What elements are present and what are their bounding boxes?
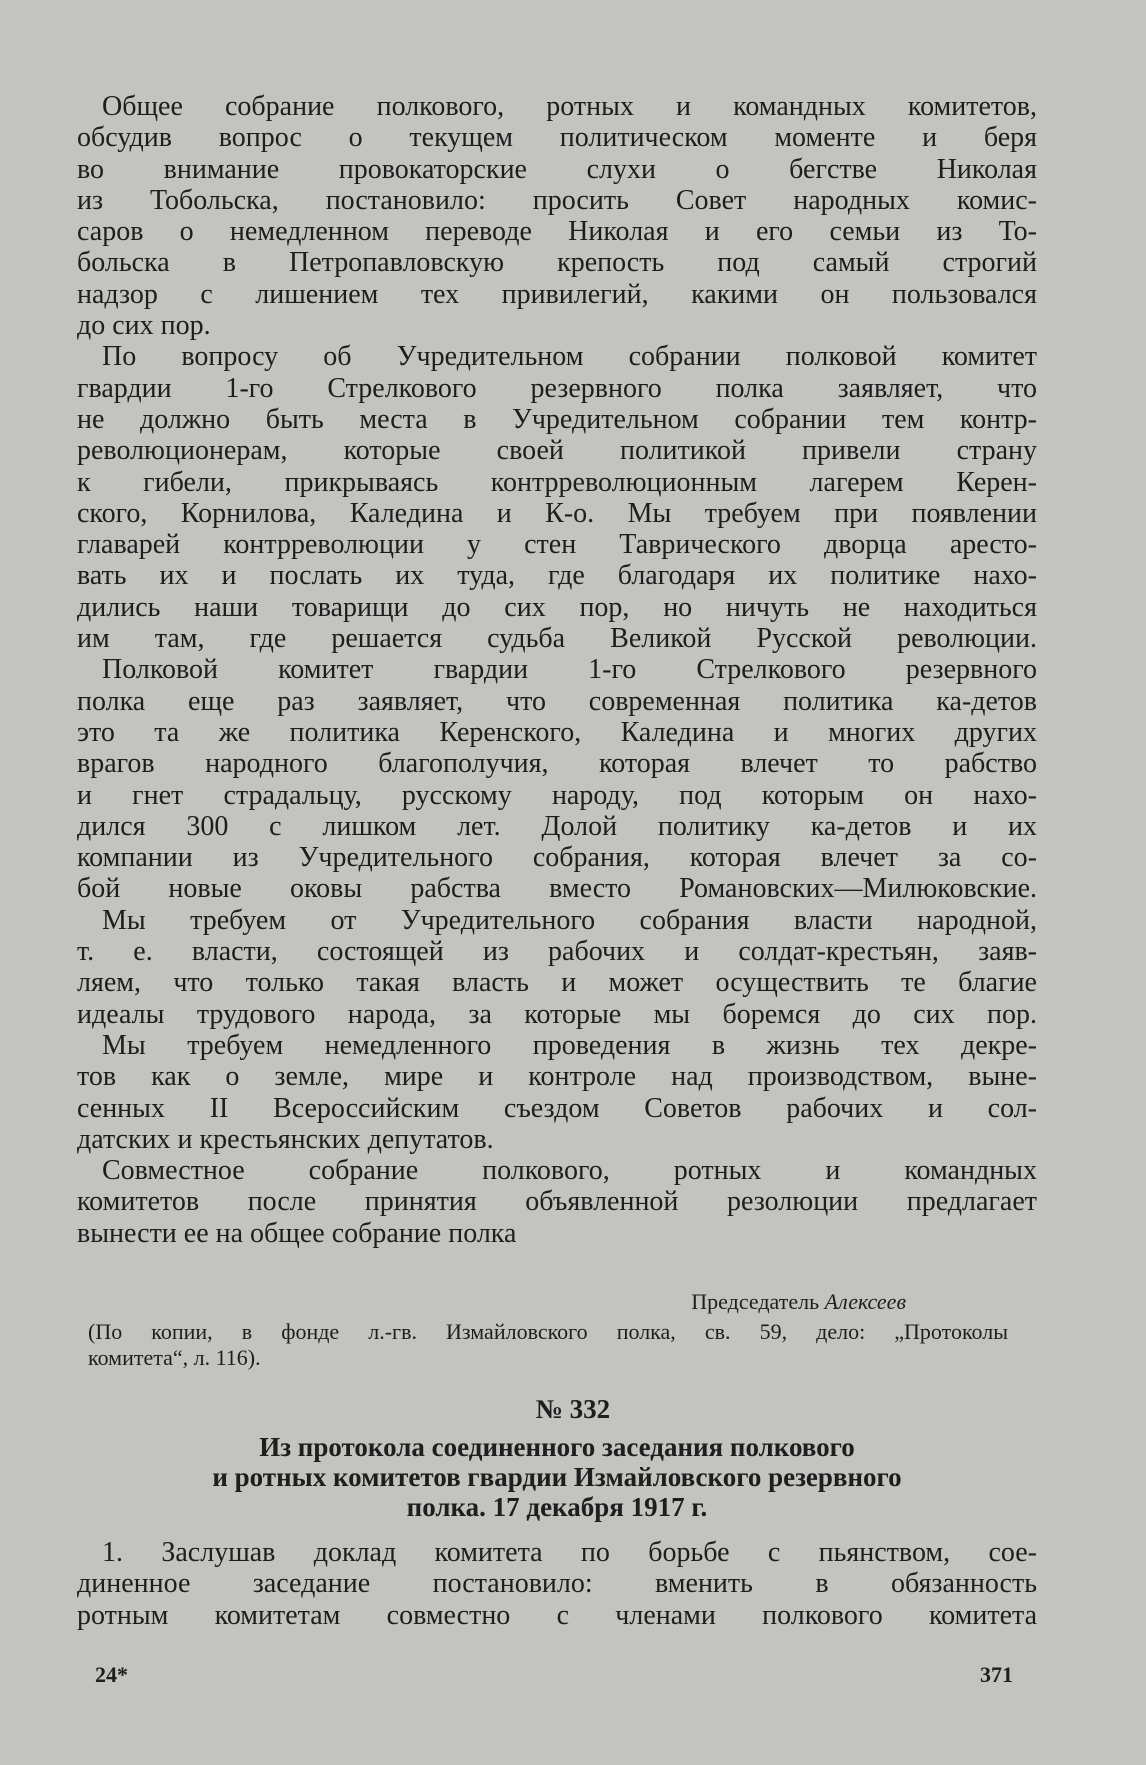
text-line: дились наши товарищи до сих пор, но ничуть не находиться <box>77 591 1037 623</box>
heading-line: и ротных комитетов гвардии Измайловского резервного <box>212 1462 902 1492</box>
text-line: ляем, что только такая власть и может осуществить те благие <box>77 967 1037 999</box>
heading-line: полка. 17 декабря 1917 г. <box>406 1492 708 1522</box>
text-line: революционерам, которые своей политикой привели страну <box>77 435 1037 467</box>
text-line: комитетов после принятия объявленной резолюции предлагает <box>77 1186 1037 1218</box>
text-line: вынести ее на общее собрание полка <box>77 1217 517 1249</box>
paragraph <box>77 91 1037 341</box>
text-line: т. е. власти, состоящей из рабочих и солдат-крестьян, заяв- <box>77 936 1037 968</box>
text-line: ского, Корнилова, Каледина и К-о. Мы требуем при появлении <box>77 497 1037 529</box>
text-line: обсудив вопрос о текущем политическом моменте и беря <box>77 122 1037 154</box>
signature <box>0 1289 906 1315</box>
text-line: вать их и послать их туда, где благодаря их политике нахо- <box>77 560 1037 592</box>
text-line: Полковой комитет гвардии 1-го Стрелкового резервного <box>102 654 1037 686</box>
signature-title: Председатель <box>691 1289 820 1314</box>
text-line: не должно быть места в Учредительном собрании тем контр- <box>77 403 1037 435</box>
text-line: диненное заседание постановило: вменить в обязанность <box>77 1568 1037 1600</box>
paragraph <box>77 1155 1037 1249</box>
section-paragraph <box>77 1537 1037 1631</box>
text-line: Совместное собрание полкового, ротных и командных <box>102 1155 1037 1187</box>
text-line: и гнет страдальцу, русскому народу, под которым он нахо- <box>77 779 1037 811</box>
text-line: сенных II Всероссийским съездом Советов рабочих и сол- <box>77 1092 1037 1124</box>
text-line: главарей контрреволюции у стен Таврического дворца аресто- <box>77 529 1037 561</box>
text-line: Мы требуем немедленного проведения в жизнь тех декре- <box>102 1029 1037 1061</box>
page-number: 371 <box>980 1662 1013 1687</box>
paragraph <box>77 654 1037 904</box>
text-line: гвардии 1-го Стрелкового резервного полка заявляет, что <box>77 372 1037 404</box>
text-line: это та же политика Керенского, Каледина и многих других <box>77 716 1037 748</box>
text-line: во внимание провокаторские слухи о бегстве Николая <box>77 153 1037 185</box>
text-line: 1. Заслушав доклад комитета по борьбе с пьянством, сое- <box>102 1537 1037 1568</box>
paragraph <box>77 1030 1037 1155</box>
text-line: к гибели, прикрываясь контрреволюционным лагерем Керен- <box>77 466 1037 498</box>
text-line: идеалы трудового народа, за которые мы боремся до сих пор. <box>77 998 1037 1030</box>
text-line: надзор с лишением тех привилегий, какими он пользовался <box>77 278 1037 310</box>
text-line: саров о немедленном переводе Николая и его семьи из То- <box>77 216 1037 248</box>
text-line: ротным комитетам совместно с членами полкового комитета <box>77 1599 1037 1631</box>
text-line: датских и крестьянских депутатов. <box>77 1123 494 1155</box>
text-line: Общее собрание полкового, ротных и командных комитетов, <box>102 91 1037 122</box>
text-line: из Тобольска, постановило: просить Совет народных комис- <box>77 184 1037 216</box>
document-heading <box>77 1432 1037 1522</box>
text-line: (По копии, в фонде л.-гв. Измайловского полка, св. 59, дело: „Протоколы <box>88 1319 1008 1344</box>
paragraph <box>77 905 1037 1030</box>
heading-line: Из протокола соединенного заседания полкового <box>259 1432 855 1462</box>
text-line: По вопросу об Учредительном собрании полковой комитет <box>102 341 1037 373</box>
text-line: дился 300 с лишком лет. Долой политику ка-детов и их <box>77 810 1037 842</box>
paragraph <box>77 341 1037 654</box>
text-line: тов как о земле, мире и контроле над производством, выне- <box>77 1061 1037 1093</box>
text-line: до сих пор. <box>77 310 211 342</box>
document-body <box>77 91 1037 1249</box>
text-line: им там, где решается судьба Великой Русской революции. <box>77 623 1037 655</box>
text-line: больска в Петропавловскую крепость под самый строгий <box>77 247 1037 279</box>
text-line: бой новые оковы рабства вместо Романовских—Милюковские. <box>77 873 1037 905</box>
source-note <box>88 1319 1008 1371</box>
text-line: полка еще раз заявляет, что современная политика ка-детов <box>77 685 1037 717</box>
text-line: комитета“, л. 116). <box>88 1345 261 1370</box>
text-line: врагов народного благополучия, которая влечет то рабство <box>77 748 1037 780</box>
signature-name: Алексеев <box>824 1289 906 1314</box>
signature-mark: 24* <box>95 1662 128 1687</box>
text-line: компании из Учредительного собрания, которая влечет за со- <box>77 842 1037 874</box>
document-number: № 332 <box>535 1394 611 1424</box>
text-line: Мы требуем от Учредительного собрания власти народной, <box>102 904 1037 936</box>
